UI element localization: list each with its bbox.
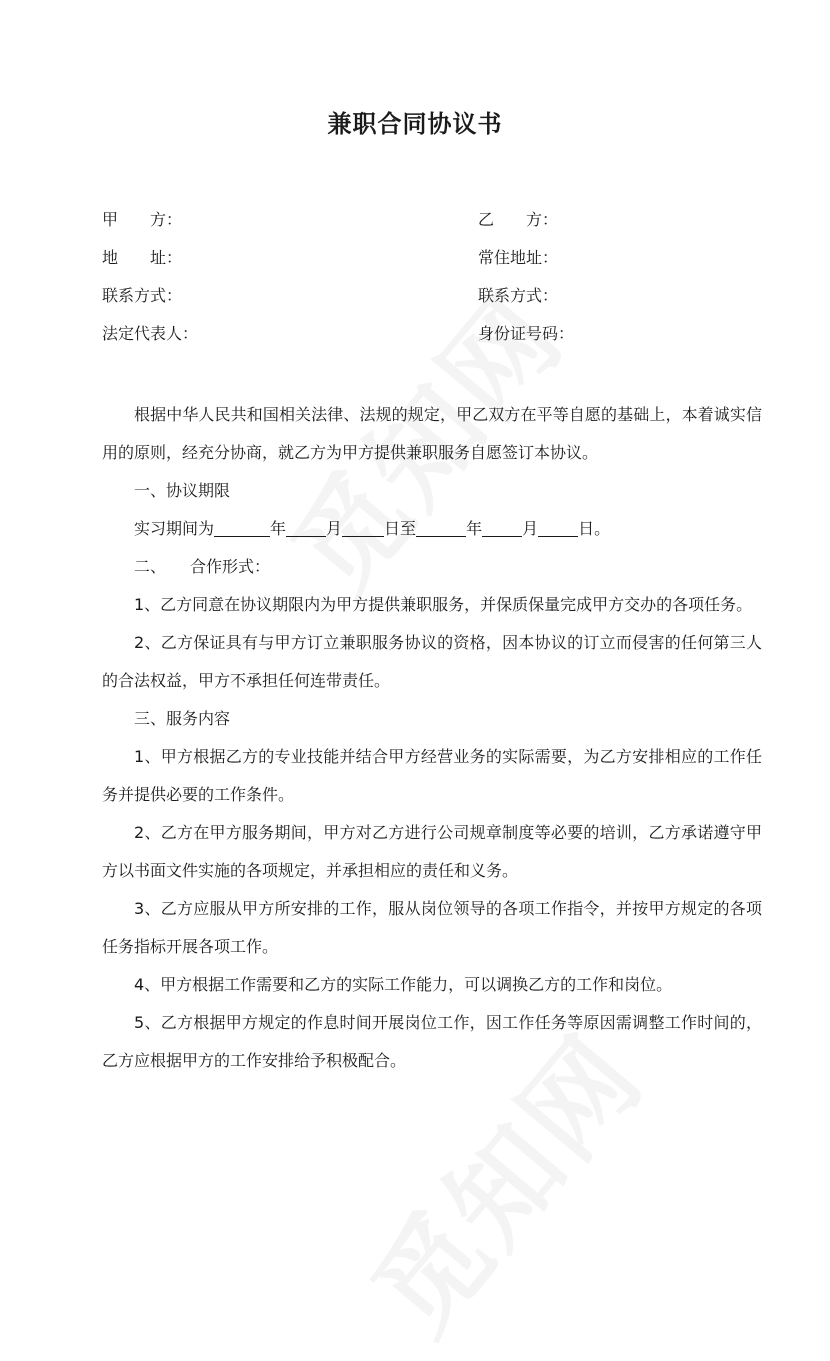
- contact-a-label: 联系方式：: [102, 286, 183, 305]
- blank-line: [214, 520, 270, 537]
- residence-label: 常住地址：: [478, 248, 559, 267]
- period-day-end: 日。: [578, 519, 611, 538]
- section-heading-cooperation: 二、 合作形式：: [134, 557, 271, 576]
- period-prefix: 实习期间为: [134, 519, 215, 538]
- period-line: [102, 510, 762, 548]
- contract-body: [102, 396, 762, 1080]
- clause-3-2: 2、乙方在甲方服务期间，甲方对乙方进行公司规章制度等必要的培训，乙方承诺遵守甲方以书面文件实施的各项规定，并承担相应的责任和义务。: [102, 823, 762, 880]
- contact-b-label: 联系方式：: [478, 286, 559, 305]
- section-heading-term: 一、协议期限: [134, 481, 231, 500]
- legal-rep-label: 法定代表人：: [102, 324, 199, 343]
- period-year-start: 年: [270, 519, 287, 538]
- period-month-start: 月: [326, 519, 343, 538]
- address-label: 地 址：: [102, 248, 183, 267]
- clause-2-1: 1、乙方同意在协议期限内为甲方提供兼职服务，并保质保量完成甲方交办的各项任务。: [134, 595, 753, 614]
- clause-3-5: 5、乙方根据甲方规定的作息时间开展岗位工作，因工作任务等原因需调整工作时间的，乙方应根据甲方的工作安排给予积极配合。: [102, 1013, 762, 1070]
- section-heading-services: 三、服务内容: [134, 709, 231, 728]
- period-day-to: 日至: [384, 519, 417, 538]
- party-a-label: 甲 方：: [102, 210, 183, 229]
- period-month-end: 月: [522, 519, 539, 538]
- period-year-end: 年: [466, 519, 483, 538]
- blank-line: [416, 520, 466, 537]
- preamble-paragraph: 根据中华人民共和国相关法律、法规的规定，甲乙双方在平等自愿的基础上，本着诚实信用的原则，经充分协商，就乙方为甲方提供兼职服务自愿签订本协议。: [102, 405, 762, 462]
- clause-3-1: 1、甲方根据乙方的专业技能并结合甲方经营业务的实际需要，为乙方安排相应的工作任务并提供必要的工作条件。: [102, 747, 762, 804]
- id-number-label: 身份证号码：: [478, 324, 575, 343]
- party-b-label: 乙 方：: [478, 210, 559, 229]
- clause-2-2: 2、乙方保证具有与甲方订立兼职服务协议的资格，因本协议的订立而侵害的任何第三人的合法权益，甲方不承担任何连带责任。: [102, 633, 762, 690]
- clause-3-3: 3、乙方应服从甲方所安排的工作，服从岗位领导的各项工作指令，并按甲方规定的各项任务指标开展各项工作。: [102, 899, 762, 956]
- blank-line: [538, 520, 578, 537]
- document-title: 兼职合同协议书: [327, 109, 503, 138]
- clause-3-4: 4、甲方根据工作需要和乙方的实际工作能力，可以调换乙方的工作和岗位。: [134, 975, 673, 994]
- blank-line: [342, 520, 384, 537]
- blank-line: [482, 520, 522, 537]
- blank-line: [286, 520, 326, 537]
